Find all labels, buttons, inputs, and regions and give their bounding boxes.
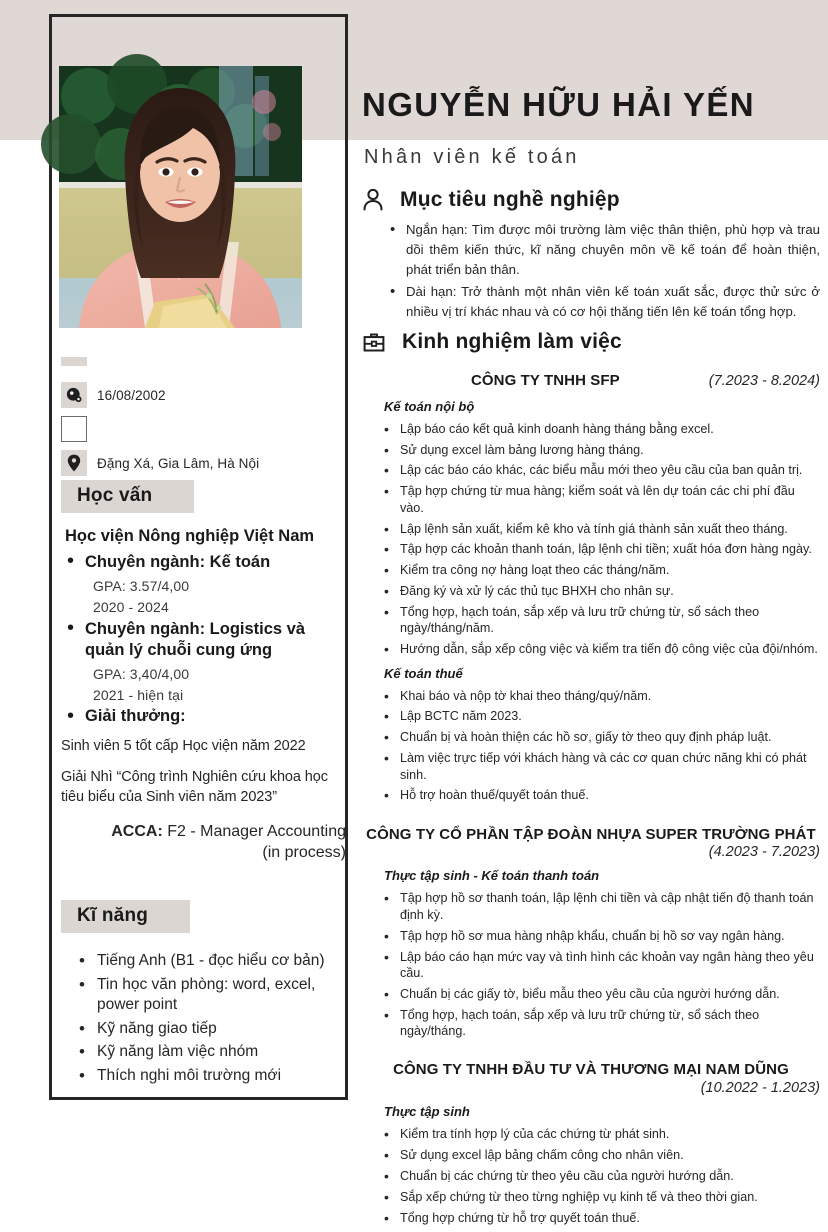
duty-item: • Khai báo và nộp tờ khai theo tháng/quý/năm. <box>384 688 820 704</box>
spacer <box>362 810 820 826</box>
person-icon <box>362 188 384 212</box>
duty-item: • Chuẩn bị các giấy tờ, biểu mẫu theo yêu cầu của người hướng dẫn. <box>384 986 820 1002</box>
duty-list <box>384 890 820 1039</box>
duty-item: • Lập báo cáo hạn mức vay và tình hình các khoản vay ngân hàng theo yêu cầu. <box>384 949 820 982</box>
duty-item: • Chuẩn bị các chứng từ theo yêu cầu của người hướng dẫn. <box>384 1168 820 1184</box>
role-title: Kế toán thuế <box>384 665 463 681</box>
contact-row-empty-box <box>61 416 336 442</box>
experience-section <box>362 372 820 1232</box>
acca-value: F2 - Manager Accounting <box>162 823 346 841</box>
empty-box-icon <box>61 416 87 442</box>
duty-item: • Hướng dẫn, sắp xếp công việc và kiểm tra tiến độ công việc của đội/nhóm. <box>384 641 820 657</box>
duty-item: • Tổng hợp chứng từ hỗ trợ quyết toán thuế. <box>384 1210 820 1226</box>
experience-job <box>362 1061 820 1226</box>
skill-item: • Tin học văn phòng: word, excel, power point <box>75 975 346 1016</box>
duty-item: • Hỗ trợ hoàn thuế/quyết toán thuế. <box>384 787 820 803</box>
sidebar <box>49 14 348 1100</box>
duty-list <box>384 688 820 804</box>
skill-item: • Thích nghi môi trường mới <box>75 1066 346 1087</box>
skills-section <box>61 900 346 1090</box>
skill-item: • Kỹ năng giao tiếp <box>75 1019 346 1040</box>
duty-item: • Tổng hợp, hạch toán, sắp xếp và lưu trữ chứng từ, sổ sách theo ngày/tháng. <box>384 1007 820 1040</box>
duty-item: • Sắp xếp chứng từ theo từng nghiệp vụ kinh tế và theo thời gian. <box>384 1189 820 1205</box>
role-title: Thực tập sinh - Kế toán thanh toán <box>384 868 600 884</box>
education-item <box>61 619 346 703</box>
school-name: Học viện Nông nghiệp Việt Nam <box>65 527 315 545</box>
acca-line <box>61 822 346 864</box>
acca-label: ACCA: <box>111 823 163 841</box>
duty-item: • Làm việc trực tiếp với khách hàng và các cơ quan chức năng khi có phát sinh. <box>384 750 820 783</box>
acca-status: (in process) <box>262 843 346 861</box>
main-content <box>362 0 820 1225</box>
objective-item: • Ngắn hạn: Tìm được môi trường làm việc thân thiện, phù hợp và trau dồi thêm kiến thức, kĩ năng chuyên môn về kế toán để hoàn thiện, phát triển bản thân. <box>390 220 820 280</box>
contact-row-birthdate <box>61 382 336 408</box>
experience-header <box>362 330 622 354</box>
duty-item: • Kiểm tra tính hợp lý của các chứng từ phát sinh. <box>384 1126 820 1142</box>
duty-item: • Lập BCTC năm 2023. <box>384 708 820 724</box>
duty-item: • Kiểm tra công nợ hàng loạt theo các tháng/năm. <box>384 562 820 578</box>
birthday-cake-icon <box>61 382 87 408</box>
duty-item: • Sử dụng excel làm bảng lương hàng tháng. <box>384 442 820 458</box>
role-title: Kế toán nội bộ <box>384 398 475 414</box>
duty-item: • Lập lệnh sản xuất, kiểm kê kho và tính giá thành sản xuất theo tháng. <box>384 521 820 537</box>
education-list <box>61 552 346 726</box>
award-text: Giải Nhì “Công trình Nghiên cứu khoa học tiêu biểu của Sinh viên năm 2023” <box>61 768 328 806</box>
experience-heading: Kinh nghiệm làm việc <box>402 330 622 353</box>
objective-list <box>390 220 820 322</box>
company-row <box>362 372 820 391</box>
awards-title: • Giải thưởng: <box>85 707 186 726</box>
duty-item: • Tập hợp hồ sơ thanh toán, lập lệnh chi tiền và cập nhật tiến độ thanh toán định kỳ. <box>384 890 820 923</box>
duty-item: • Tập hợp các khoản thanh toán, lập lệnh chi tiền; xuất hóa đơn hàng ngày. <box>384 541 820 557</box>
contact-value-address: Đặng Xá, Gia Lâm, Hà Nội <box>97 455 260 471</box>
duty-list <box>384 421 820 658</box>
company-date: (10.2022 - 1.2023) <box>700 1080 820 1097</box>
awards-item <box>61 707 346 726</box>
major-gpa: GPA: 3.57/4,00 <box>93 578 190 595</box>
education-section <box>61 480 346 864</box>
portrait-photo <box>59 66 302 328</box>
page-title: NGUYỄN HỮU HẢI YẾN <box>362 86 756 123</box>
skills-heading: Kĩ năng <box>61 900 190 933</box>
award-text: Sinh viên 5 tốt cấp Học viện năm 2022 <box>61 738 306 755</box>
skill-item: • Kỹ năng làm việc nhóm <box>75 1042 346 1063</box>
education-heading: Học vấn <box>61 480 194 513</box>
objective-section <box>362 188 820 324</box>
major-years: 2021 - hiện tại <box>93 687 184 704</box>
duty-item: • Tập hợp chứng từ mua hàng; kiểm soát và lên dự toán các chi phí đầu vào. <box>384 483 820 516</box>
company-date: (4.2023 - 7.2023) <box>708 844 820 861</box>
education-item <box>61 552 346 615</box>
contact-row-address <box>61 450 336 476</box>
experience-job <box>362 826 820 1040</box>
briefcase-icon <box>362 330 386 354</box>
spacer <box>362 1045 820 1061</box>
duty-list <box>384 1126 820 1226</box>
company-name: CÔNG TY TNHH ĐẦU TƯ VÀ THƯƠNG MẠI NAM DŨNG <box>393 1061 789 1079</box>
skill-item: • Tiếng Anh (B1 - đọc hiểu cơ bản) <box>75 951 346 972</box>
duty-item: • Tập hợp hồ sơ mua hàng nhập khẩu, chuẩn bị hồ sơ vay ngân hàng. <box>384 928 820 944</box>
duty-item: • Lập các báo cáo khác, các biểu mẫu mới theo yêu cầu của ban quản trị. <box>384 462 820 478</box>
duty-item: • Lập báo cáo kết quả kinh doanh hàng tháng bằng excel. <box>384 421 820 437</box>
contact-value-birthdate: 16/08/2002 <box>97 387 166 403</box>
major-years: 2020 - 2024 <box>93 599 169 616</box>
objective-header <box>362 188 820 212</box>
duty-item: • Đăng ký và xử lý các thủ tục BHXH cho nhân sự. <box>384 583 820 599</box>
contact-row-redacted <box>61 348 336 374</box>
avatar <box>59 66 302 328</box>
role-title: Thực tập sinh <box>384 1104 470 1120</box>
objective-item: • Dài hạn: Trở thành một nhân viên kế toán xuất sắc, được thử sức ở nhiều vị trí khác nhau và có cơ hội thăng tiến lên kế toán tổng hợp. <box>390 282 820 322</box>
company-name: CÔNG TY TNHH SFP <box>470 372 620 389</box>
skills-list <box>75 951 346 1087</box>
job-role-subtitle: Nhân viên kế toán <box>364 146 580 168</box>
major-gpa: GPA: 3,40/4,00 <box>93 666 190 683</box>
duty-item: • Sử dụng excel lập bảng chấm công cho nhân viên. <box>384 1147 820 1163</box>
location-pin-icon <box>61 450 87 476</box>
experience-job <box>362 372 820 804</box>
redacted-bar-icon <box>61 357 87 366</box>
major-title: • Chuyên ngành: Kế toán <box>85 553 271 571</box>
duty-item: • Chuẩn bị và hoàn thiện các hồ sơ, giấy tờ theo quy định pháp luật. <box>384 729 820 745</box>
contact-list <box>61 348 336 484</box>
company-date: (7.2023 - 8.2024) <box>708 373 820 389</box>
major-title: • Chuyên ngành: Logistics và quản lý chuỗi cung ứng <box>85 620 306 660</box>
company-name: CÔNG TY CỔ PHẦN TẬP ĐOÀN NHỰA SUPER TRƯỜNG PHÁT <box>366 825 816 843</box>
duty-item: • Tổng hợp, hạch toán, sắp xếp và lưu trữ chứng từ, sổ sách theo ngày/tháng/năm. <box>384 604 820 637</box>
objective-heading: Mục tiêu nghề nghiệp <box>400 188 620 211</box>
